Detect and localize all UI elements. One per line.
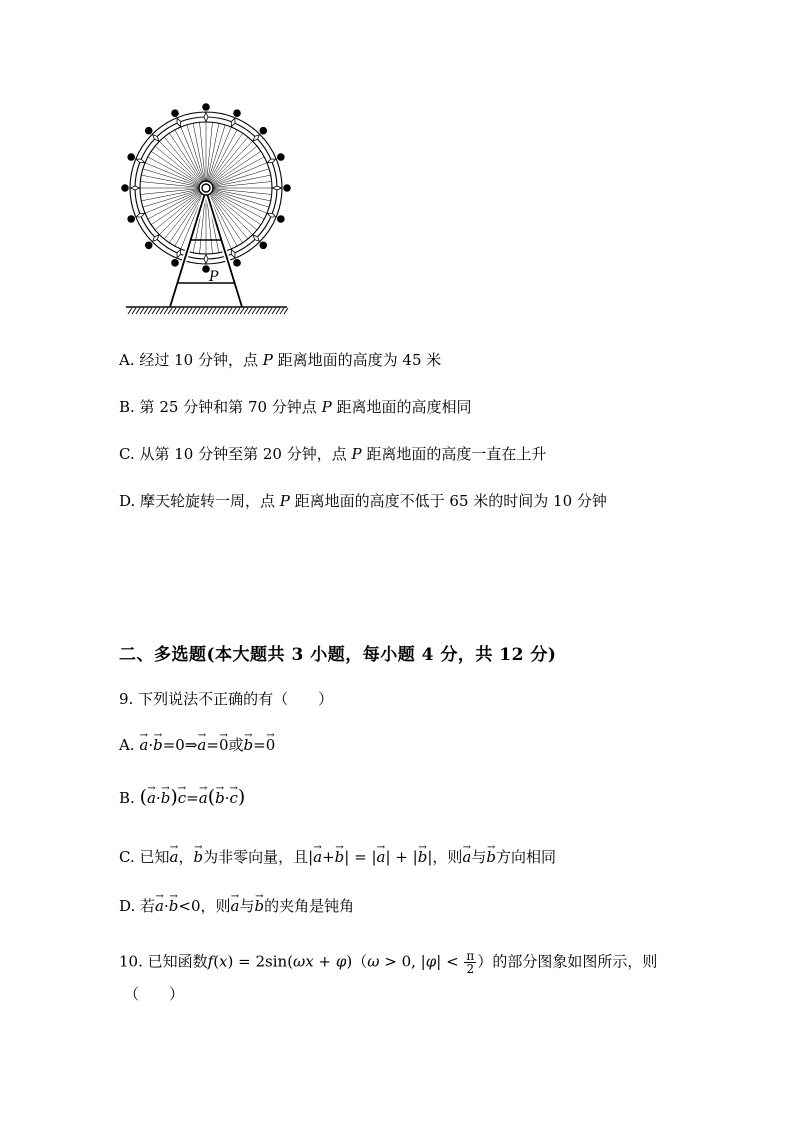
hatch-mark — [128, 308, 132, 314]
q9-option-d[interactable]: D. 若→ a·→ b<0，则→ a与→ b的夹角是钝角 — [119, 896, 354, 916]
q9-option-c[interactable]: C. 已知→ a，→ b为非零向量，且|→ a+→ b| = |→ a| + |→ b|，则→ a与→ b方向相同 — [119, 847, 556, 867]
hatch-mark — [228, 308, 232, 314]
hatch-mark — [208, 308, 212, 314]
cabin — [283, 184, 291, 192]
cabin — [127, 153, 135, 161]
hatch-mark — [248, 308, 252, 314]
cabin — [259, 241, 267, 249]
rim-diamond — [204, 255, 208, 264]
hatch-mark — [136, 308, 140, 314]
rim-diamond — [231, 118, 235, 126]
hatch-mark — [180, 308, 184, 314]
hatch-mark — [220, 308, 224, 314]
q9-option-b[interactable]: B. (→ a·→ b)→ c=→ a(→ b·→ c) — [119, 787, 245, 808]
hatch-mark — [200, 308, 204, 314]
hatch-mark — [152, 308, 156, 314]
q8-option-c[interactable]: C. 从第 10 分钟至第 20 分钟，点 P 距离地面的高度一直在上升 — [119, 445, 547, 463]
q10-answer-blank: （ ） — [124, 985, 185, 1003]
rim-diamond — [273, 186, 282, 190]
cabin — [202, 103, 210, 111]
hatch-mark — [188, 308, 192, 314]
hatch-mark — [172, 308, 176, 314]
q8-option-b[interactable]: B. 第 25 分钟和第 70 分钟点 P 距离地面的高度相同 — [119, 398, 472, 416]
cabin — [259, 127, 267, 135]
cabin — [171, 259, 179, 267]
hatch-mark — [224, 308, 228, 314]
hatch-mark — [144, 308, 148, 314]
rim-diamond — [204, 113, 208, 122]
hatch-mark — [216, 308, 220, 314]
rim-diamond — [231, 249, 235, 257]
rim-diamond — [136, 213, 144, 217]
hatch-mark — [244, 308, 248, 314]
point-p-label: P — [209, 269, 219, 285]
hatch-mark — [280, 308, 284, 314]
hatch-mark — [156, 308, 160, 314]
rim-diamond — [136, 159, 144, 163]
q9-option-a[interactable]: A. → a·→ b=0⇒→ a=→ 0或→ b=→ 0 — [119, 735, 275, 755]
hatch-mark — [240, 308, 244, 314]
cabin — [121, 184, 129, 192]
hatch-mark — [160, 308, 164, 314]
hatch-mark — [132, 308, 136, 314]
hatch-mark — [284, 308, 288, 314]
hatch-mark — [168, 308, 172, 314]
rim-diamond — [131, 186, 140, 190]
spoke — [206, 146, 257, 188]
rim-diamond — [267, 213, 275, 217]
cabin — [233, 259, 241, 267]
hatch-mark — [276, 308, 280, 314]
cabin — [277, 153, 285, 161]
pi-over-2-fraction: $\frac{\pi}{2}$ — [466, 949, 475, 976]
hatch-mark — [232, 308, 236, 314]
hatch-mark — [260, 308, 264, 314]
hatch-mark — [164, 308, 168, 314]
hatch-mark — [184, 308, 188, 314]
hatch-mark — [192, 308, 196, 314]
cabin — [145, 127, 153, 135]
rim-diamond — [177, 249, 181, 257]
section-2-heading: 二、多选题(本大题共 3 小题，每小题 4 分，共 12 分) — [119, 645, 557, 665]
cabin — [277, 215, 285, 223]
spoke — [206, 137, 248, 188]
q9-stem: 9. 下列说法不正确的有（ ） — [119, 690, 334, 708]
hatch-mark — [252, 308, 256, 314]
hatch-mark — [272, 308, 276, 314]
spoke — [155, 146, 206, 188]
cabin — [127, 215, 135, 223]
hatch-mark — [264, 308, 268, 314]
hatch-mark — [236, 308, 240, 314]
hatch-mark — [140, 308, 144, 314]
hatch-mark — [268, 308, 272, 314]
cabin — [171, 109, 179, 117]
hatch-mark — [176, 308, 180, 314]
rim-diamond — [177, 118, 181, 126]
ferris-wheel-figure — [118, 98, 298, 320]
cabin — [145, 241, 153, 249]
q8-option-d[interactable]: D. 摩天轮旋转一周，点 P 距离地面的高度不低于 65 米的时间为 10 分钟 — [119, 492, 607, 510]
hatch-mark — [212, 308, 216, 314]
rim-diamond — [267, 159, 275, 163]
hatch-mark — [204, 308, 208, 314]
hatch-mark — [148, 308, 152, 314]
hatch-mark — [256, 308, 260, 314]
q10-stem: 10. 已知函数f(x) = 2sin(ωx + φ)（ω > 0, |φ| < $\frac{\pi}{2}$ ）的部分图象如图所示，则 — [119, 949, 658, 976]
spoke — [164, 137, 206, 188]
cabin — [233, 109, 241, 117]
q8-option-a[interactable]: A. 经过 10 分钟，点 P 距离地面的高度为 45 米 — [119, 351, 442, 369]
hatch-mark — [196, 308, 200, 314]
ground-hatching — [128, 308, 288, 314]
